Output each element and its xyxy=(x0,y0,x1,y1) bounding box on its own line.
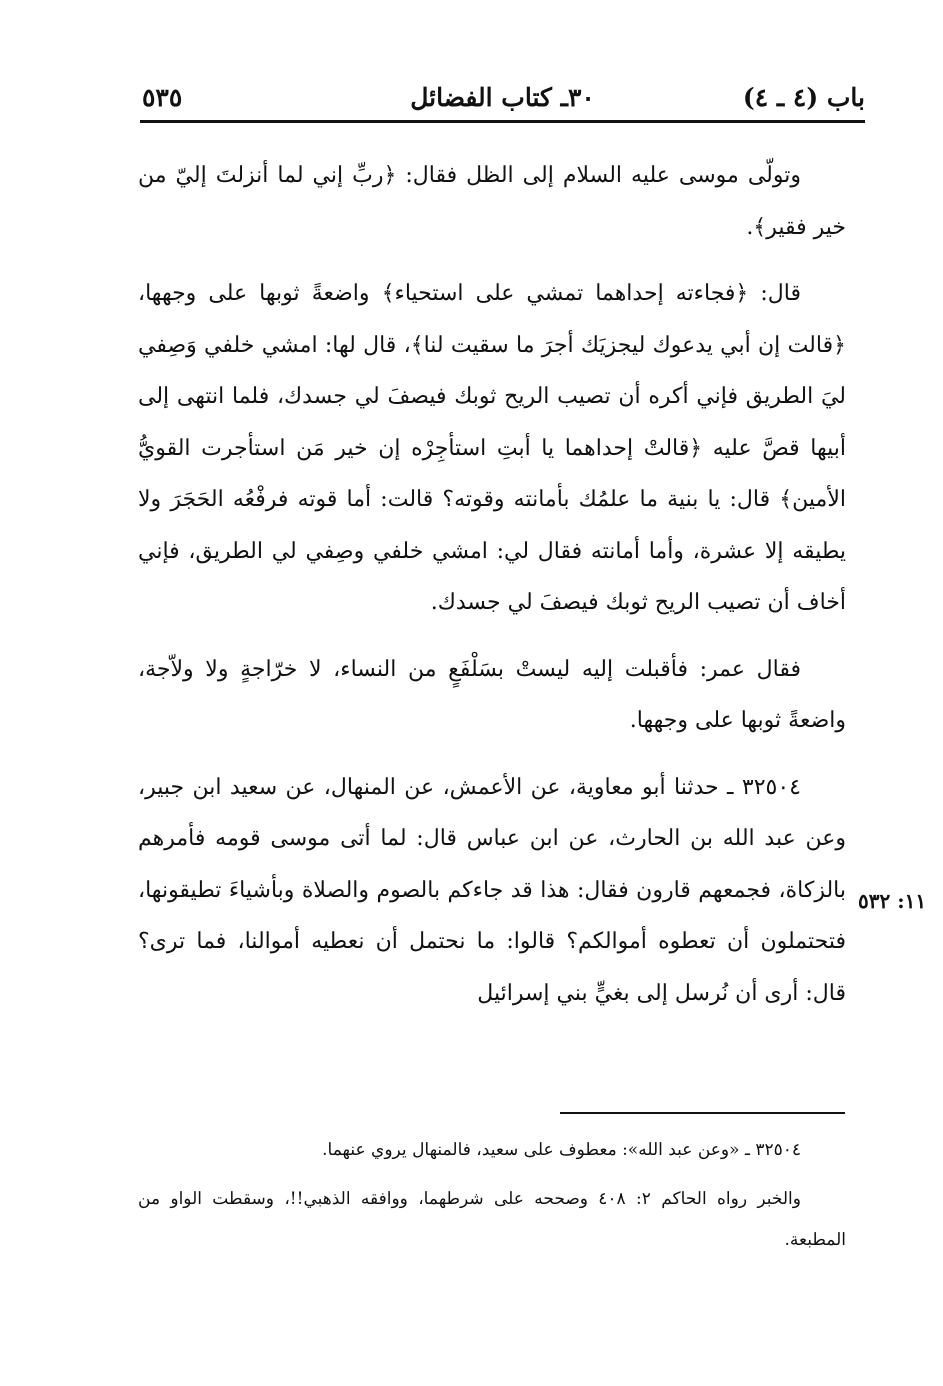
book-title: ٣٠ـ كتاب الفضائل xyxy=(410,83,595,112)
footnote-1: ٣٢٥٠٤ ـ «وعن عبد الله»: معطوف على سعيد، فالمنهال يروي عنهما. xyxy=(322,1140,801,1160)
paragraph-3: فقال عمر: فأقبلت إليه ليستْ بسَلْفَعٍ من النساء، لا خرّاجةٍ ولا ولاّجة، واضعةً ثوبها على وجهها. xyxy=(138,656,846,733)
margin-reference: ١١: ٥٣٢ xyxy=(858,889,927,913)
footnote-divider xyxy=(560,1112,845,1114)
main-text xyxy=(138,150,846,1034)
page-header xyxy=(140,78,865,118)
chapter-heading: باب (٤ ـ ٤) xyxy=(742,83,865,112)
page-number: ٥٣٥ xyxy=(142,83,183,112)
paragraph-1: وتولّى موسى عليه السلام إلى الظل فقال: ﴿ربِّ إني لما أنزلتَ إليّ من خير فقير﴾. xyxy=(138,163,846,240)
footnote-2: والخبر رواه الحاكم ٢: ٤٠٨ وصححه على شرطهما، ووافقه الذهبي!!، وسقطت الواو من المطبعة. xyxy=(138,1189,846,1250)
paragraph-2: قال: ﴿فجاءته إحداهما تمشي على استحياء﴾ واضعةً ثوبها على وجهها، ﴿قالت إن أبي يدعوك ليجزيَك أجرَ ما سقيت لنا﴾، قال لها: امشي خلفي وَصِفي ليَ الطريق فإني أكره أن تصيب الريح ثوبك فيصفَ لي جسدك، فلما انتهى إلى أبيها قصَّ عليه ﴿قالتْ إحداهما يا أبتِ استأجِرْه إن خير مَن استأجرت القويُّ الأمين﴾ قال: يا بنية ما علمُك بأمانته وقوته؟ قالت: أما قوته فرفْعُه الحَجَرَ ولا يطيقه إلا عشرة، وأما أمانته فقال لي: امشي خلفي وصِفي لي الطريق، فإني أخاف أن تصيب الريح ثوبك فيصفَ لي جسدك. xyxy=(138,281,846,615)
paragraph-4: ٣٢٥٠٤ ـ حدثنا أبو معاوية، عن الأعمش، عن المنهال، عن سعيد ابن جبير، وعن عبد الله بن الحارث، عن ابن عباس قال: لما أتى موسى قومه فأمرهم بالزكاة، فجمعهم قارون فقال: هذا قد جاءكم بالصوم والصلاة وبأشياءَ تطيقونها، فتحتملون أن تعطوه أموالكم؟ قالوا: ما نحتمل أن نعطيه أموالنا، فما ترى؟ قال: أرى أن نُرسل إلى بغيٍّ بني إسرائيل xyxy=(138,774,846,1006)
footnotes xyxy=(138,1130,846,1269)
header-divider xyxy=(140,120,865,123)
